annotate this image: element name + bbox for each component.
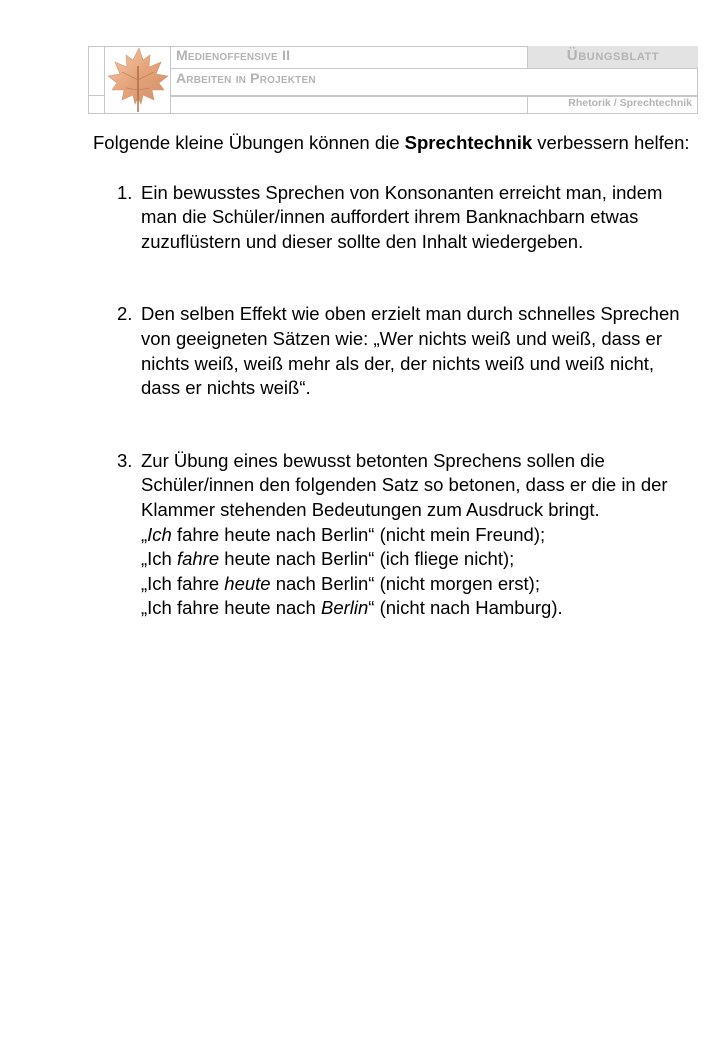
example-sentence	[141, 523, 693, 548]
document-header	[88, 46, 698, 114]
list-item-text: Ein bewusstes Sprechen von Konsonanten erreicht man, indem man die Schüler/innen auffordert ihrem Banknachbarn etwas zuzuflüstern und dieser sollte den Inhalt wiedergeben.	[141, 181, 663, 252]
example-emphasis: heute	[224, 572, 271, 594]
list-item	[93, 449, 693, 621]
document-body	[93, 131, 693, 621]
series-title: Medienoffensive II	[176, 47, 291, 63]
list-item-number: 2.	[117, 303, 133, 325]
intro-text-end: verbessern helfen:	[532, 132, 690, 153]
list-item-number: 3.	[117, 449, 133, 471]
exercise-list	[93, 181, 693, 621]
header-border-left	[88, 46, 89, 114]
example-text: “ (nicht nach Hamburg).	[368, 597, 563, 619]
example-text: „Ich fahre	[141, 572, 225, 594]
intro-text-start: Folgende kleine Übungen können die	[93, 132, 405, 153]
header-border-left-row	[88, 95, 104, 96]
header-border-row1	[170, 68, 698, 69]
example-sentence	[141, 547, 693, 572]
header-border-bottom	[88, 113, 698, 114]
example-text: nach Berlin“ (nicht morgen erst);	[270, 572, 540, 594]
example-text: heute nach Berlin“ (ich fliege nicht);	[219, 548, 515, 570]
example-emphasis: fahre	[176, 548, 220, 570]
list-item-text: Zur Übung eines bewusst betonten Sprechens sollen die Schüler/innen den folgenden Satz so betonen, dass er die in der Klammer stehenden Bedeutungen zum Ausdruck bringt.	[141, 449, 668, 520]
list-item	[93, 302, 693, 400]
header-border-col3-lower	[527, 96, 528, 114]
list-item-number: 1.	[117, 181, 133, 203]
maple-leaf-icon	[104, 46, 172, 114]
example-emphasis: Berlin	[320, 597, 369, 619]
list-item-text: Den selben Effekt wie oben erzielt man durch schnelles Sprechen von geeigneten Sätzen wie: „Wer nichts weiß und weiß, dass er nichts weiß, weiß mehr als der, der nichts weiß und weiß nicht, dass er nichts weiß“.	[141, 303, 680, 399]
example-sentence	[141, 596, 693, 621]
example-text: „Ich fahre heute nach	[141, 597, 321, 619]
list-item	[93, 181, 693, 255]
intro-paragraph	[93, 131, 693, 156]
intro-keyword: Sprechtechnik	[404, 132, 533, 153]
example-text: fahre heute nach Berlin“ (nicht mein Freund);	[171, 523, 546, 545]
example-text: „	[141, 523, 148, 545]
header-subtitle: Arbeiten in Projekten	[176, 70, 316, 86]
example-sentence	[141, 572, 693, 597]
topic-label: Rhetorik / Sprechtechnik	[568, 97, 692, 109]
example-text: „Ich	[141, 548, 177, 570]
example-emphasis: Ich	[147, 523, 172, 545]
worksheet-badge: Übungsblatt	[566, 47, 660, 64]
